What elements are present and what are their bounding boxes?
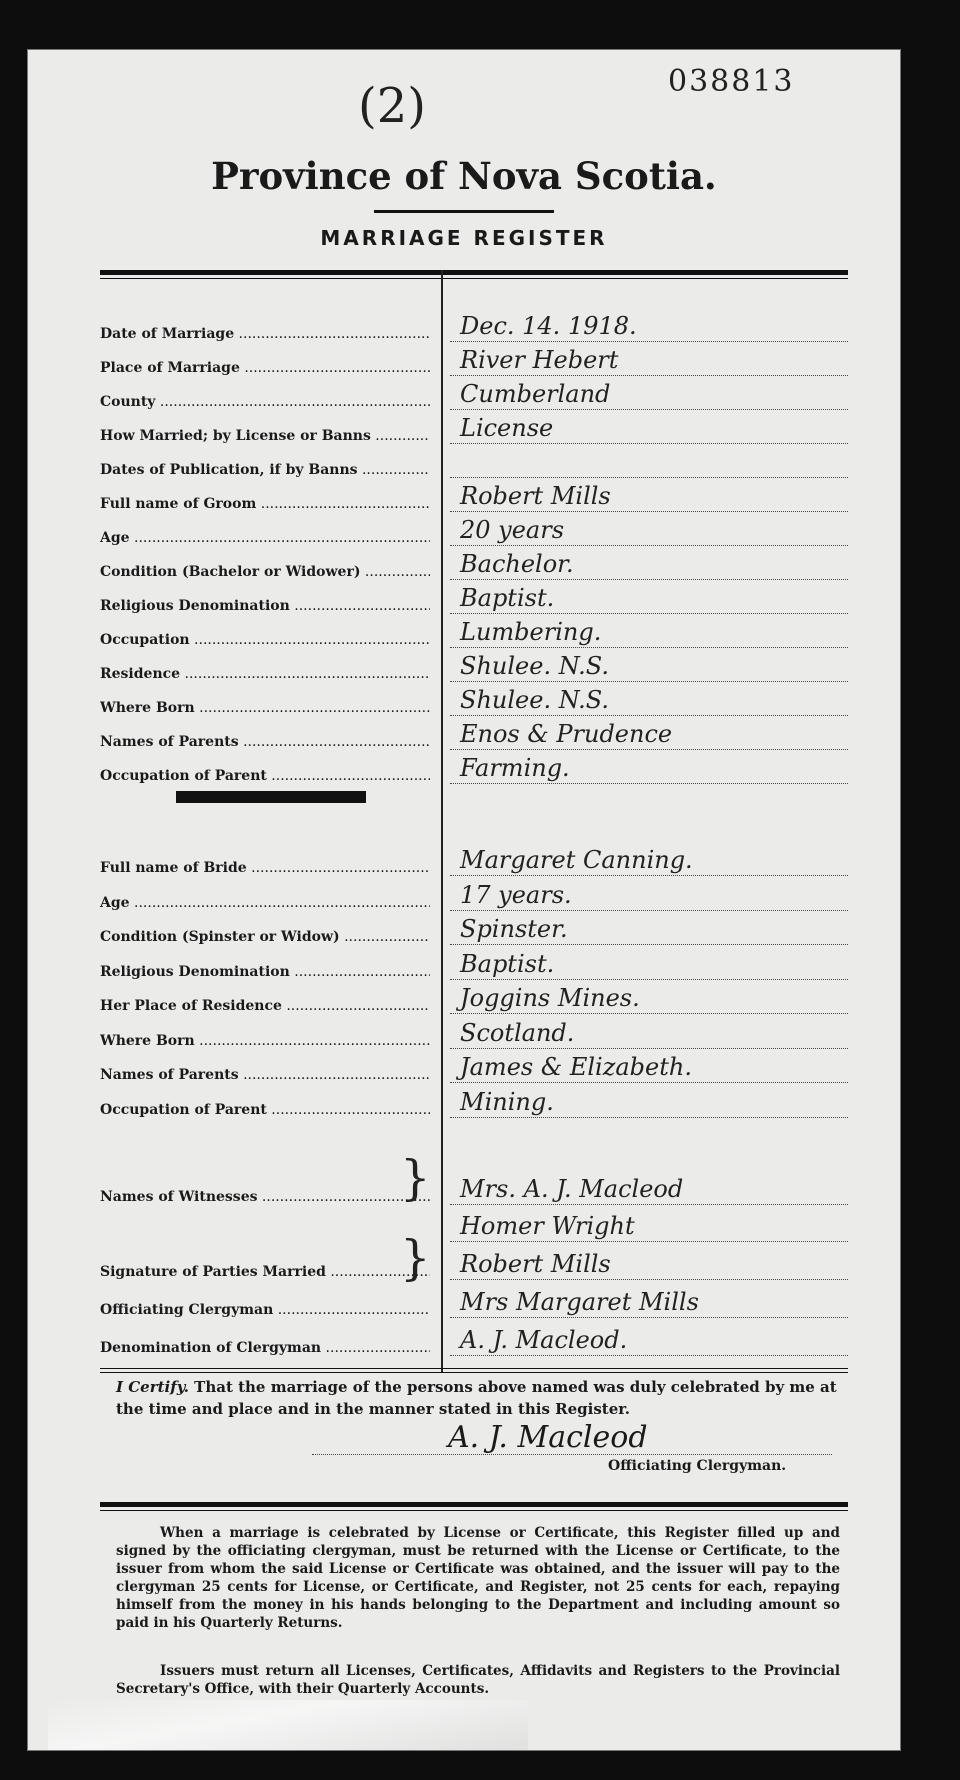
bride-field-row bbox=[100, 915, 848, 947]
groom-field-label: Dates of Publication, if by Banns bbox=[100, 462, 358, 478]
groom-field-row bbox=[100, 652, 848, 684]
clergy-denomination-label: Denomination of Clergyman bbox=[100, 1340, 322, 1356]
groom-field-line bbox=[450, 449, 848, 478]
groom-field-row bbox=[100, 550, 848, 582]
signature-1-value: Robert Mills bbox=[460, 1250, 611, 1278]
reference-number: 038813 bbox=[668, 64, 795, 99]
bride-field-label: Her Place of Residence bbox=[100, 998, 282, 1014]
page-title: Province of Nova Scotia. bbox=[211, 154, 717, 198]
groom-field-label: Residence bbox=[100, 666, 181, 682]
witness-2-row bbox=[100, 1212, 848, 1244]
bride-field-row bbox=[100, 984, 848, 1016]
signatures-label: Signature of Parties Married bbox=[100, 1264, 326, 1280]
notes-top-rule-thin bbox=[100, 1510, 848, 1511]
certify-paragraph bbox=[116, 1376, 840, 1420]
groom-field-value: Enos & Prudence bbox=[460, 720, 673, 748]
groom-field-row bbox=[100, 482, 848, 514]
certify-text: That the marriage of the persons above named was duly celebrated by me at the time and place and in the manner stated in this Register. bbox=[116, 1378, 837, 1418]
groom-field-value: Farming. bbox=[460, 754, 570, 782]
register-page bbox=[28, 50, 900, 1750]
groom-field-value: River Hebert bbox=[460, 346, 619, 374]
bride-field-label: Condition (Spinster or Widow) bbox=[100, 929, 340, 945]
bride-field-row bbox=[100, 950, 848, 982]
signatures-row bbox=[100, 1250, 848, 1282]
groom-field-value: Shulee. N.S. bbox=[460, 686, 610, 714]
groom-field-row bbox=[100, 618, 848, 650]
groom-field-label: Age bbox=[100, 530, 130, 546]
groom-field-row bbox=[100, 346, 848, 378]
groom-field-label: Religious Denomination bbox=[100, 598, 290, 614]
bride-field-value: Spinster. bbox=[460, 915, 568, 943]
bride-field-label: Names of Parents bbox=[100, 1067, 239, 1083]
bride-field-value: Baptist. bbox=[460, 949, 555, 978]
bride-field-row bbox=[100, 881, 848, 913]
signature-2-value: Mrs Margaret Mills bbox=[460, 1288, 699, 1316]
groom-field-value: Lumbering. bbox=[460, 618, 602, 646]
signatures-brace: } bbox=[400, 1230, 431, 1286]
witness-2-value: Homer Wright bbox=[460, 1212, 635, 1240]
groom-field-value: Dec. 14. 1918. bbox=[460, 312, 637, 340]
bride-field-label: Religious Denomination bbox=[100, 963, 290, 980]
clergy-denomination-row bbox=[100, 1326, 848, 1358]
officiating-clergyman-label: Officiating Clergyman bbox=[100, 1302, 274, 1318]
groom-field-row bbox=[100, 720, 848, 752]
groom-field-label: County bbox=[100, 394, 156, 410]
title-rule bbox=[374, 210, 554, 213]
instructions-paragraph: When a marriage is celebrated by License or Certificate, this Register filled up and signed by the officiating clergyman, must be returned with the License or Certificate, to the issuer from whom the said License or Certificate was obtained, and the issuer will pay to the clergyman 25 cents for License, or Certificate, and Register, not 25 cents for each, repaying himself from the money in his hands belonging to the Department and including amount so paid in his Quarterly Returns. bbox=[116, 1525, 840, 1631]
bride-field-value: Mining. bbox=[460, 1087, 554, 1116]
bride-field-value: Joggins Mines. bbox=[460, 984, 640, 1012]
notes-top-rule bbox=[100, 1502, 848, 1507]
top-rule bbox=[100, 270, 848, 275]
groom-field-value: Robert Mills bbox=[460, 482, 611, 510]
groom-field-value: 20 years bbox=[460, 516, 565, 544]
groom-field-label: Where Born bbox=[100, 700, 195, 716]
bride-field-value: Margaret Canning. bbox=[460, 846, 693, 874]
groom-field-value: Cumberland bbox=[460, 380, 611, 408]
groom-field-label: Occupation of Parent bbox=[100, 768, 267, 784]
groom-field-label: Occupation bbox=[100, 632, 190, 648]
certify-signature: A. J. Macleod bbox=[448, 1420, 648, 1455]
page-number: (2) bbox=[358, 78, 426, 134]
witnesses-brace: } bbox=[400, 1150, 431, 1206]
groom-field-value: Shulee. N.S. bbox=[460, 652, 610, 680]
bride-field-row bbox=[100, 1019, 848, 1051]
top-rule-thin bbox=[100, 278, 848, 279]
groom-field-row bbox=[100, 686, 848, 718]
groom-field-row bbox=[100, 414, 848, 446]
groom-field-label: Names of Parents bbox=[100, 734, 239, 750]
paper-fold bbox=[48, 1700, 528, 1750]
certify-top-rule-2 bbox=[100, 1372, 848, 1373]
witnesses-row bbox=[100, 1175, 848, 1207]
groom-field-label: Condition (Bachelor or Widower) bbox=[100, 564, 361, 580]
groom-field-label: Full name of Groom bbox=[100, 496, 257, 512]
bride-field-label: Full name of Bride bbox=[100, 860, 247, 876]
groom-field-value: Bachelor. bbox=[460, 550, 574, 578]
clergy-denomination-value: A. J. Macleod. bbox=[460, 1326, 628, 1354]
groom-field-value: License bbox=[460, 414, 554, 442]
bride-field-row bbox=[100, 1088, 848, 1120]
groom-field-row bbox=[100, 380, 848, 412]
groom-field-label: Date of Marriage bbox=[100, 326, 235, 342]
officiating-clergyman-row bbox=[100, 1288, 848, 1320]
certify-caption: Officiating Clergyman. bbox=[608, 1458, 787, 1474]
groom-field-row bbox=[100, 516, 848, 548]
groom-field-row bbox=[100, 312, 848, 344]
return-instructions-paragraph: Issuers must return all Licenses, Certificates, Affidavits and Registers to the Provincial Secretary's Office, with their Quarterly Accounts. bbox=[116, 1663, 840, 1697]
bride-field-value: Scotland. bbox=[460, 1018, 575, 1047]
groom-field-row bbox=[100, 754, 848, 786]
certify-lead: I Certify. bbox=[116, 1378, 189, 1396]
groom-field-label: Place of Marriage bbox=[100, 360, 240, 376]
page-subtitle: MARRIAGE REGISTER bbox=[320, 226, 608, 250]
certify-top-rule bbox=[100, 1368, 848, 1369]
witness-1-value: Mrs. A. J. Macleod bbox=[460, 1175, 684, 1203]
bride-field-row bbox=[100, 846, 848, 878]
bride-field-label: Age bbox=[100, 894, 130, 911]
groom-field-row bbox=[100, 448, 848, 480]
groom-field-value: Baptist. bbox=[460, 584, 555, 612]
bride-field-label: Where Born bbox=[100, 1032, 195, 1049]
bride-field-value: 17 years. bbox=[460, 880, 572, 909]
witnesses-label: Names of Witnesses bbox=[100, 1189, 258, 1205]
bride-field-value: James & Elizabeth. bbox=[460, 1053, 692, 1081]
section-divider-bar bbox=[176, 791, 366, 803]
bride-field-label: Occupation of Parent bbox=[100, 1101, 267, 1118]
bride-field-row bbox=[100, 1053, 848, 1085]
groom-field-row bbox=[100, 584, 848, 616]
groom-field-label: How Married; by License or Banns bbox=[100, 428, 371, 444]
